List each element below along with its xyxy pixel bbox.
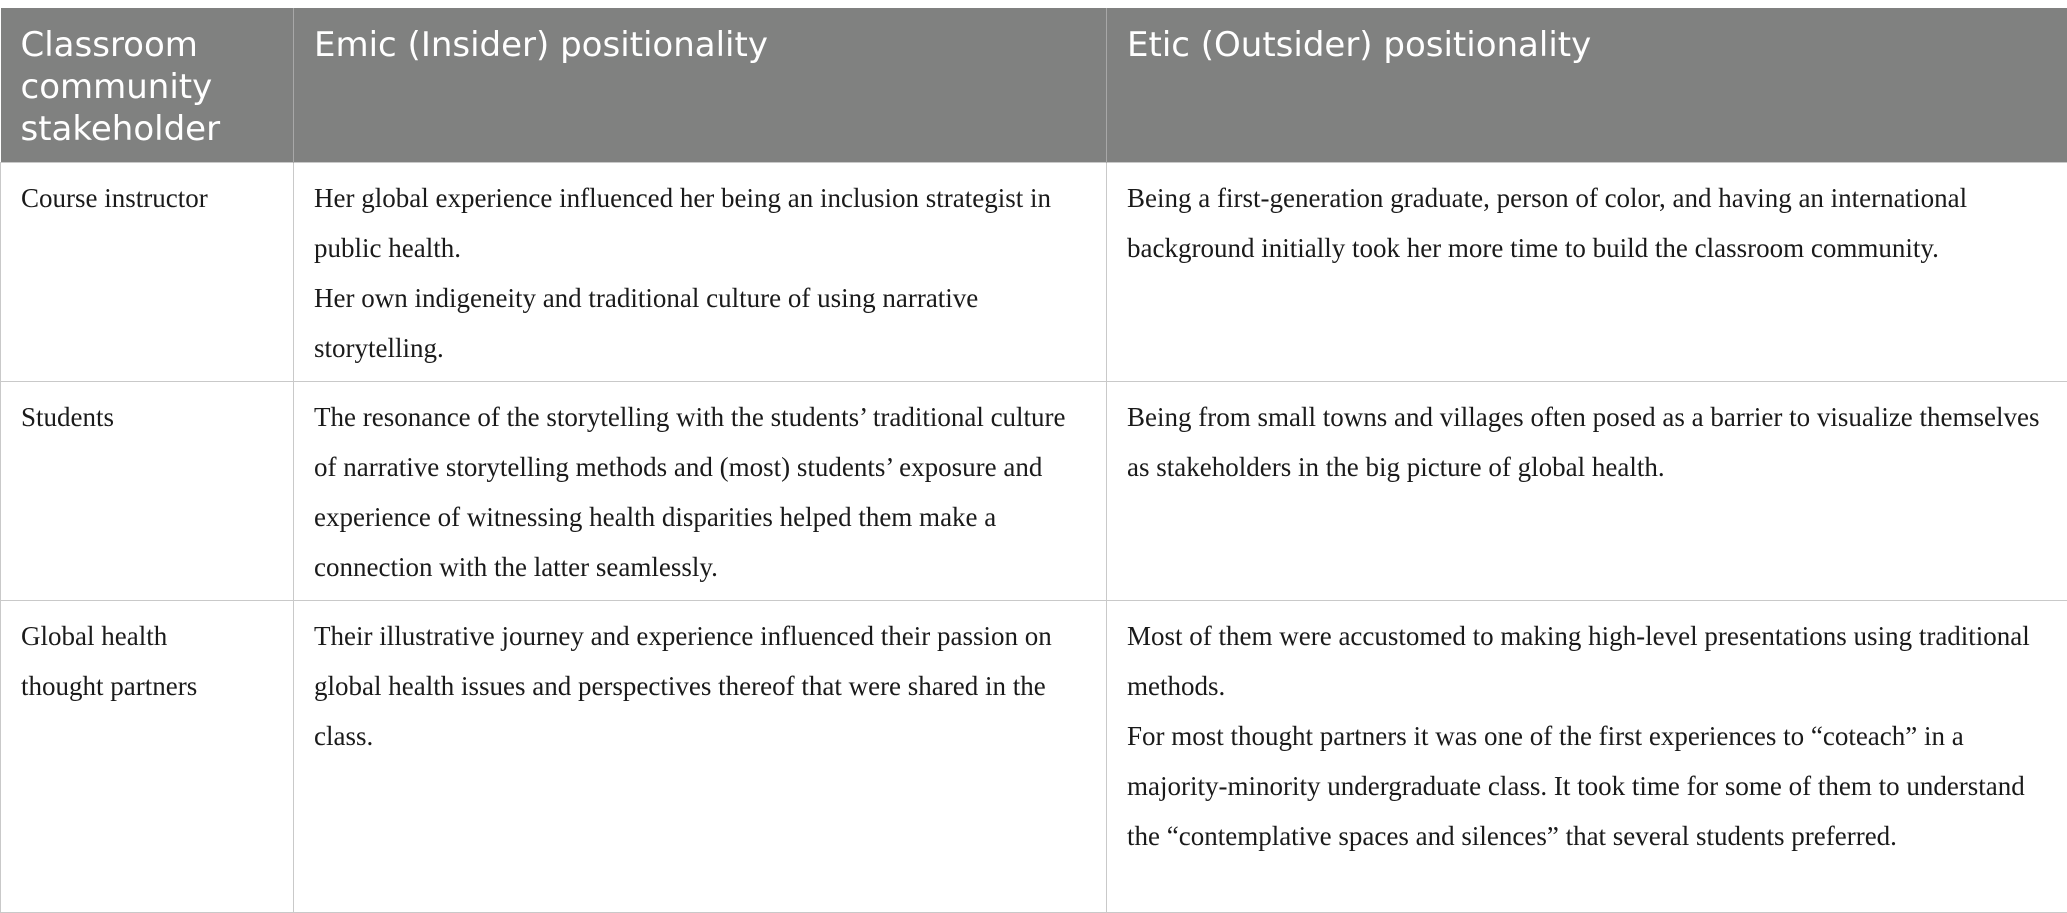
etic-paragraph: Most of them were accustomed to making high-level presentations using traditional methods. [1127, 621, 2030, 701]
emic-paragraph: Their illustrative journey and experience influenced their passion on global health issues and perspectives thereof that were shared in the class. [314, 621, 1052, 751]
stakeholder-cell: Course instructor [1, 163, 294, 382]
table-row [1, 163, 2067, 382]
positionality-table-container [0, 8, 2067, 913]
emic-paragraph: The resonance of the storytelling with the students’ traditional culture of narrative storytelling methods and (most) students’ exposure and experience of witnessing health disparities helped them make a connection with the latter seamlessly. [314, 402, 1066, 582]
header-row [1, 8, 2067, 163]
etic-paragraph: For most thought partners it was one of the first experiences to “coteach” in a majority-minority undergraduate class. It took time for some of them to understand the “contemplative spaces and silences” that several students preferred. [1127, 721, 2025, 851]
header-stakeholder: Classroom community stakeholder [1, 8, 294, 163]
etic-paragraph: Being a first-generation graduate, person of color, and having an international background initially took her more time to build the classroom community. [1127, 183, 1968, 263]
header-etic: Etic (Outsider) positionality [1107, 8, 2067, 163]
table-header [1, 8, 2067, 163]
etic-paragraph: Being from small towns and villages often posed as a barrier to visualize themselves as stakeholders in the big picture of global health. [1127, 402, 2040, 482]
emic-cell [294, 163, 1107, 382]
emic-cell [294, 601, 1107, 913]
emic-paragraph: Her global experience influenced her being an inclusion strategist in public health. [314, 183, 1051, 263]
emic-cell [294, 382, 1107, 601]
stakeholder-cell: Students [1, 382, 294, 601]
table-row [1, 601, 2067, 913]
etic-cell [1107, 601, 2067, 913]
positionality-table [0, 8, 2067, 913]
stakeholder-cell: Global health thought partners [1, 601, 294, 913]
emic-paragraph: Her own indigeneity and traditional culture of using narrative storytelling. [314, 283, 979, 363]
table-body [1, 163, 2067, 913]
header-emic: Emic (Insider) positionality [294, 8, 1107, 163]
table-row [1, 382, 2067, 601]
etic-cell [1107, 163, 2067, 382]
etic-cell [1107, 382, 2067, 601]
